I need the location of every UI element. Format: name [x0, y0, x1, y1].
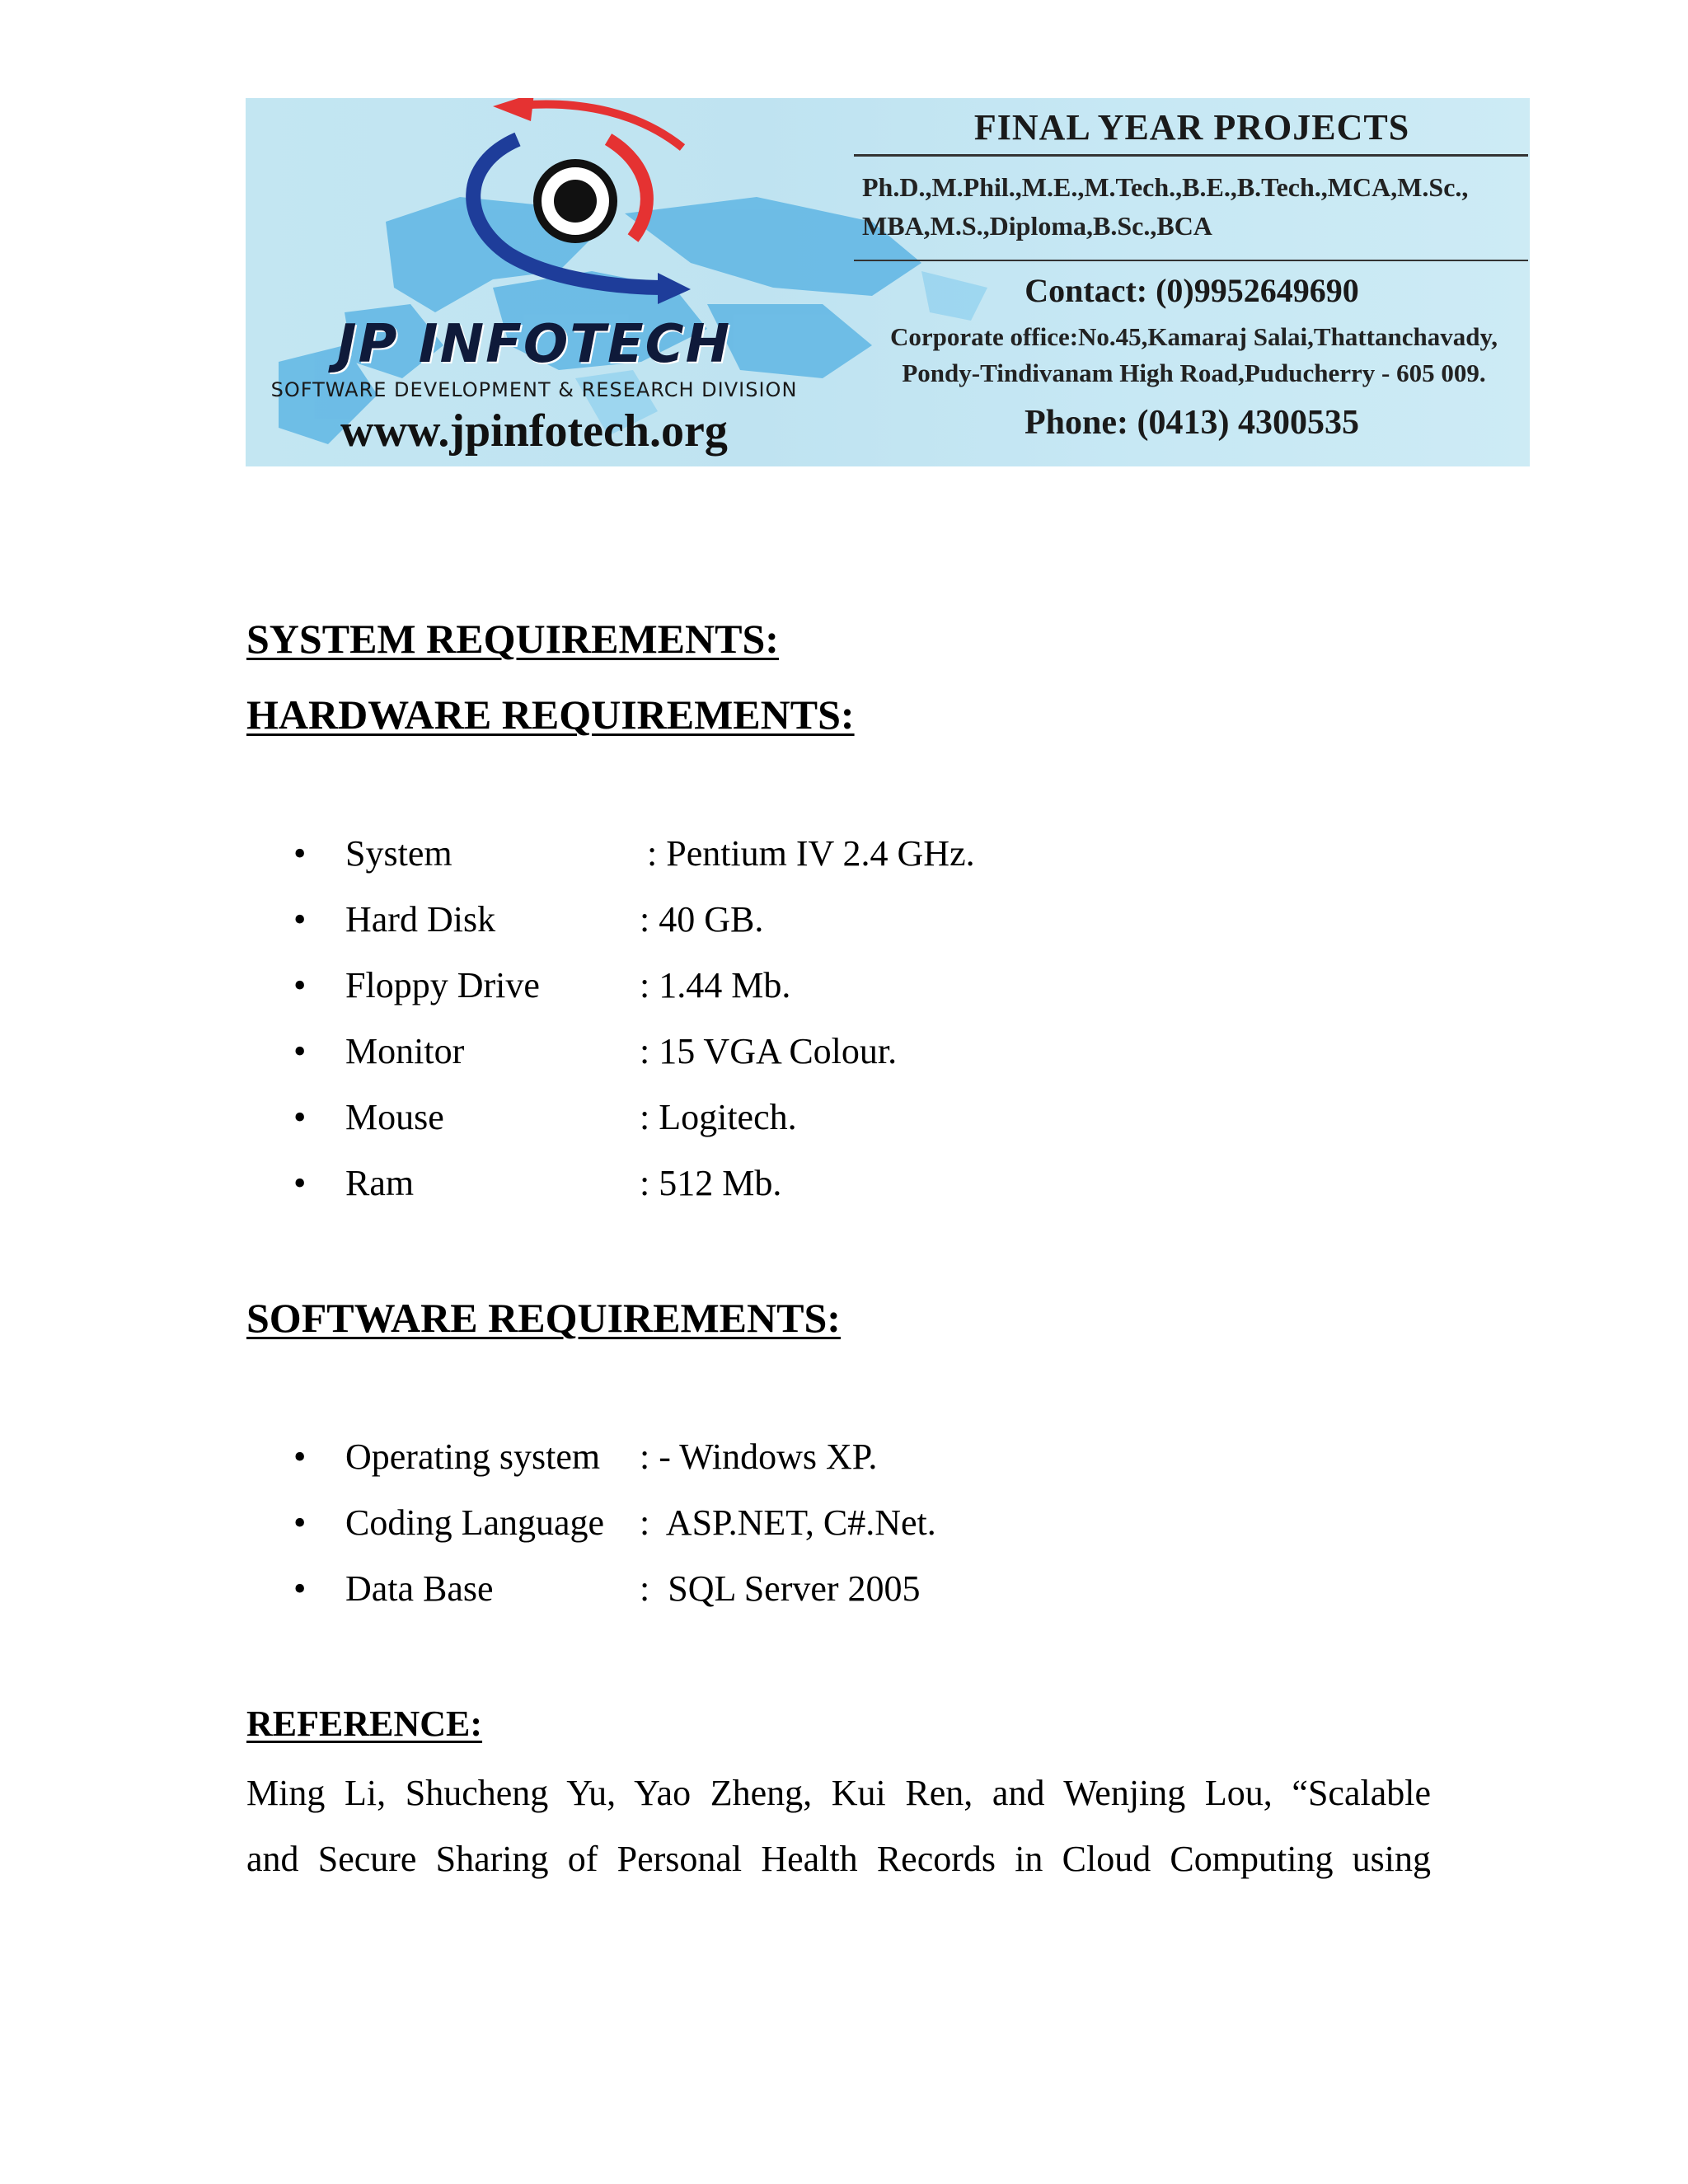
list-item — [0, 1436, 1688, 1502]
website-link[interactable]: www.jpinfotech.org — [340, 405, 728, 457]
list-item — [0, 1502, 1688, 1568]
list-item — [0, 1030, 1688, 1096]
brand-name: JP INFOTECH — [336, 314, 732, 375]
jp-infotech-logo-icon — [369, 98, 798, 312]
bullet-icon: • — [293, 1031, 307, 1071]
item-label: Data Base — [345, 1568, 494, 1609]
degrees-line: MBA,M.S.,Diploma,B.Sc.,BCA — [862, 211, 1212, 241]
bullet-icon: • — [293, 1568, 307, 1609]
list-item — [0, 964, 1688, 1030]
banner-divider — [854, 260, 1528, 261]
bullet-icon: • — [293, 1436, 307, 1477]
bullet-icon: • — [293, 965, 307, 1005]
banner-phone: Phone: (0413) 4300535 — [1025, 404, 1359, 442]
reference-text — [246, 1760, 1431, 1892]
banner-contact: Contact: (0)9952649690 — [1025, 272, 1359, 309]
list-item — [0, 1162, 1688, 1228]
software-requirements-heading: SOFTWARE REQUIREMENTS: — [246, 1295, 841, 1341]
bullet-icon: • — [293, 1163, 307, 1203]
item-label: Mouse — [345, 1097, 444, 1137]
header-banner — [246, 98, 1530, 466]
item-label: Coding Language — [345, 1502, 605, 1543]
banner-office-address — [858, 319, 1530, 391]
list-item — [0, 898, 1688, 964]
bullet-icon: • — [293, 1502, 307, 1543]
item-value: : 1.44 Mb. — [640, 965, 791, 1005]
list-item — [0, 1568, 1688, 1633]
item-label: Ram — [345, 1163, 415, 1203]
banner-degrees — [862, 168, 1522, 246]
item-value: : SQL Server 2005 — [640, 1568, 921, 1609]
banner-info-panel — [854, 98, 1530, 466]
office-line: Pondy-Tindivanam High Road,Puducherry - 605 009. — [902, 359, 1486, 387]
list-item — [0, 1096, 1688, 1162]
bullet-icon: • — [293, 899, 307, 940]
item-value: : Pentium IV 2.4 GHz. — [647, 833, 975, 874]
banner-divider — [854, 154, 1528, 157]
list-item — [0, 832, 1688, 898]
item-label: Floppy Drive — [345, 965, 540, 1005]
item-value: : ASP.NET, C#.Net. — [640, 1502, 936, 1543]
item-label: Hard Disk — [345, 899, 496, 940]
office-line: Corporate office:No.45,Kamaraj Salai,Thattanchavady, — [889, 322, 1498, 351]
brand-tagline: SOFTWARE DEVELOPMENT & RESEARCH DIVISION — [270, 378, 798, 401]
item-label: Operating system — [345, 1436, 601, 1477]
item-value: : Logitech. — [640, 1097, 797, 1137]
bullet-icon: • — [293, 833, 307, 874]
item-label: Monitor — [345, 1031, 465, 1071]
item-value: : 15 VGA Colour. — [640, 1031, 898, 1071]
reference-heading: REFERENCE: — [246, 1704, 483, 1744]
item-value: : 40 GB. — [640, 899, 764, 940]
item-value: : 512 Mb. — [640, 1163, 782, 1203]
item-label: System — [345, 833, 452, 874]
system-requirements-heading: SYSTEM REQUIREMENTS: — [246, 616, 779, 662]
reference-line: and Secure Sharing of Personal Health Records in Cloud Computing using — [246, 1839, 1431, 1879]
reference-line: Ming Li, Shucheng Yu, Yao Zheng, Kui Ren, and Wenjing Lou, “Scalable — [246, 1773, 1431, 1813]
banner-title: FINAL YEAR PROJECTS — [973, 107, 1410, 148]
item-value: : - Windows XP. — [640, 1436, 878, 1477]
degrees-line: Ph.D.,M.Phil.,M.E.,M.Tech.,B.E.,B.Tech.,MCA,M.Sc., — [862, 172, 1469, 202]
hardware-requirements-heading: HARDWARE REQUIREMENTS: — [246, 691, 855, 738]
bullet-icon: • — [293, 1097, 307, 1137]
